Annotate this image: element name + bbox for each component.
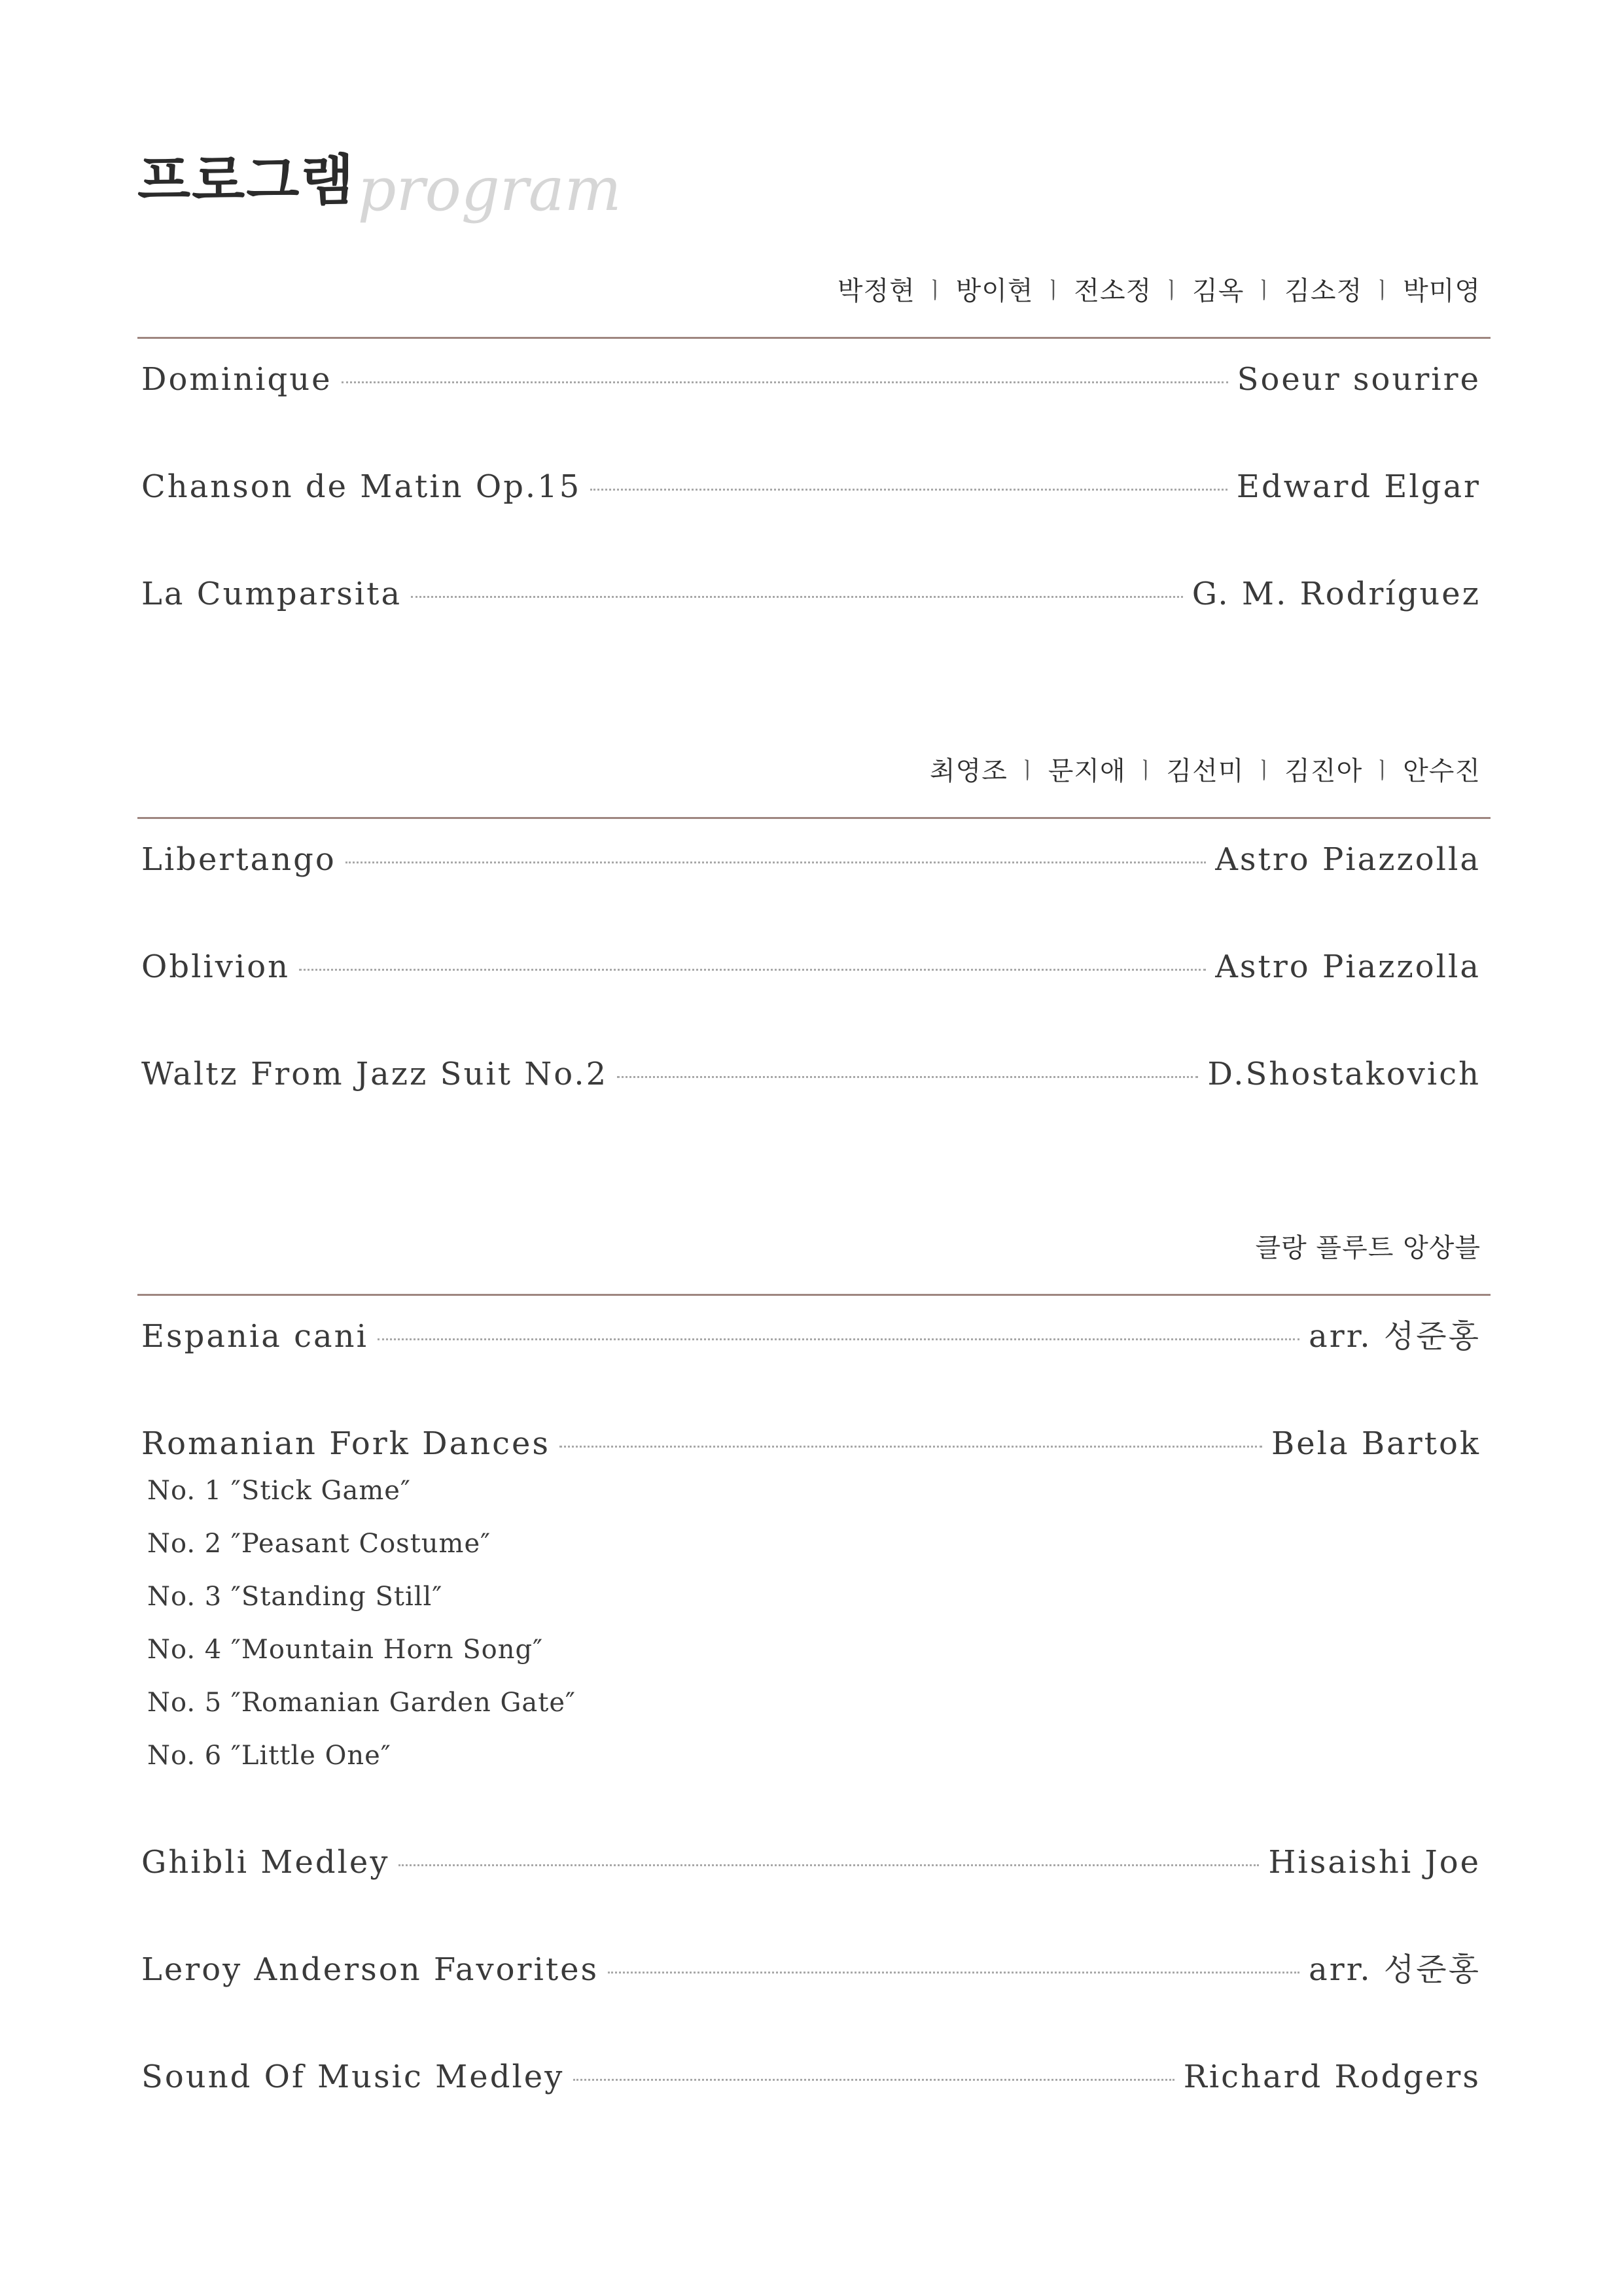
dotted-leader xyxy=(299,969,1206,971)
separator: ㅣ xyxy=(1161,278,1184,304)
performer-name: 김소정 xyxy=(1284,276,1363,306)
separator: ㅣ xyxy=(1042,278,1065,304)
piece-title: Leroy Anderson Favorites xyxy=(141,1951,599,1988)
composer-name: Soeur sourire xyxy=(1237,361,1481,398)
piece-title: Chanson de Matin Op.15 xyxy=(141,468,582,505)
dotted-leader xyxy=(573,2079,1174,2081)
dotted-leader xyxy=(345,861,1207,863)
program-item xyxy=(137,446,1491,553)
movement-item: No. 3 ″Standing Still″ xyxy=(147,1582,443,1612)
performers-line xyxy=(137,1228,1491,1268)
movement-list xyxy=(137,1465,1491,1783)
program-item xyxy=(137,1929,1491,2036)
program-item xyxy=(137,1034,1491,1141)
separator: ㅣ xyxy=(1135,758,1157,784)
performers-line xyxy=(137,271,1491,311)
performer-name: 문지애 xyxy=(1048,756,1126,786)
separator: ㅣ xyxy=(1371,278,1394,304)
composer-name: Astro Piazzolla xyxy=(1215,841,1481,878)
performer-name: 김진아 xyxy=(1284,756,1363,786)
movement-item: No. 4 ″Mountain Horn Song″ xyxy=(147,1635,544,1665)
piece-title: Waltz From Jazz Suit No.2 xyxy=(141,1056,609,1092)
dotted-leader xyxy=(590,489,1227,491)
performer-name: 박미영 xyxy=(1403,276,1481,306)
program-item xyxy=(137,339,1491,446)
performer-name: 김옥 xyxy=(1192,276,1244,306)
program-item xyxy=(137,926,1491,1034)
dotted-leader xyxy=(617,1076,1198,1078)
performers-line xyxy=(137,752,1491,791)
composer-name: D.Shostakovich xyxy=(1207,1056,1481,1092)
piece-title: Ghibli Medley xyxy=(141,1844,390,1881)
dotted-leader xyxy=(411,596,1183,598)
composer-name: Richard Rodgers xyxy=(1183,2059,1481,2095)
separator: ㅣ xyxy=(1253,278,1276,304)
program-item xyxy=(137,2036,1491,2144)
composer-name: Bela Bartok xyxy=(1271,1425,1481,1462)
separator: ㅣ xyxy=(1016,758,1039,784)
composer-name: Hisaishi Joe xyxy=(1268,1844,1481,1881)
program-item xyxy=(137,819,1491,926)
program-item xyxy=(137,1822,1491,1929)
piece-title: Espania cani xyxy=(141,1318,368,1355)
page-header xyxy=(137,116,622,224)
piece-title: Dominique xyxy=(141,361,332,398)
dotted-leader xyxy=(378,1338,1299,1340)
program-section-3 xyxy=(137,1228,1491,2144)
separator: ㅣ xyxy=(924,278,947,304)
movement-item: No. 5 ″Romanian Garden Gate″ xyxy=(147,1688,576,1718)
piece-title: Libertango xyxy=(141,841,336,878)
dotted-leader xyxy=(559,1446,1262,1448)
performer-name: 최영조 xyxy=(929,756,1008,786)
composer-name: G. M. Rodríguez xyxy=(1192,576,1481,612)
ensemble-name: 클랑 플루트 앙상블 xyxy=(1255,1233,1481,1263)
composer-name: Astro Piazzolla xyxy=(1215,948,1481,985)
piece-title: Oblivion xyxy=(141,948,291,985)
dotted-leader xyxy=(398,1864,1259,1866)
program-section-2 xyxy=(137,752,1491,1141)
performer-name: 김선미 xyxy=(1166,756,1244,786)
movement-item: No. 6 ″Little One″ xyxy=(147,1741,391,1771)
performer-name: 안수진 xyxy=(1403,756,1481,786)
dotted-leader xyxy=(342,381,1228,383)
performer-name: 박정현 xyxy=(837,276,915,306)
page-title-english: program xyxy=(357,154,622,224)
performer-name: 방이현 xyxy=(955,276,1034,306)
dotted-leader xyxy=(608,1972,1299,1974)
program-item xyxy=(137,553,1491,661)
piece-title: La Cumparsita xyxy=(141,576,402,612)
composer-name: Edward Elgar xyxy=(1236,468,1481,505)
composer-name: arr. 성준홍 xyxy=(1309,1318,1481,1355)
performer-name: 전소정 xyxy=(1074,276,1152,306)
piece-title: Sound Of Music Medley xyxy=(141,2059,565,2095)
program-section-1 xyxy=(137,271,1491,661)
program-item xyxy=(137,1296,1491,1403)
composer-name: arr. 성준홍 xyxy=(1309,1951,1481,1988)
spacer xyxy=(137,1783,1491,1822)
movement-item: No. 2 ″Peasant Costume″ xyxy=(147,1529,491,1559)
movement-item: No. 1 ″Stick Game″ xyxy=(147,1476,411,1506)
separator: ㅣ xyxy=(1253,758,1276,784)
piece-title: Romanian Fork Dances xyxy=(141,1425,551,1462)
page-title-korean: 프로그램 xyxy=(137,148,355,213)
separator: ㅣ xyxy=(1371,758,1394,784)
